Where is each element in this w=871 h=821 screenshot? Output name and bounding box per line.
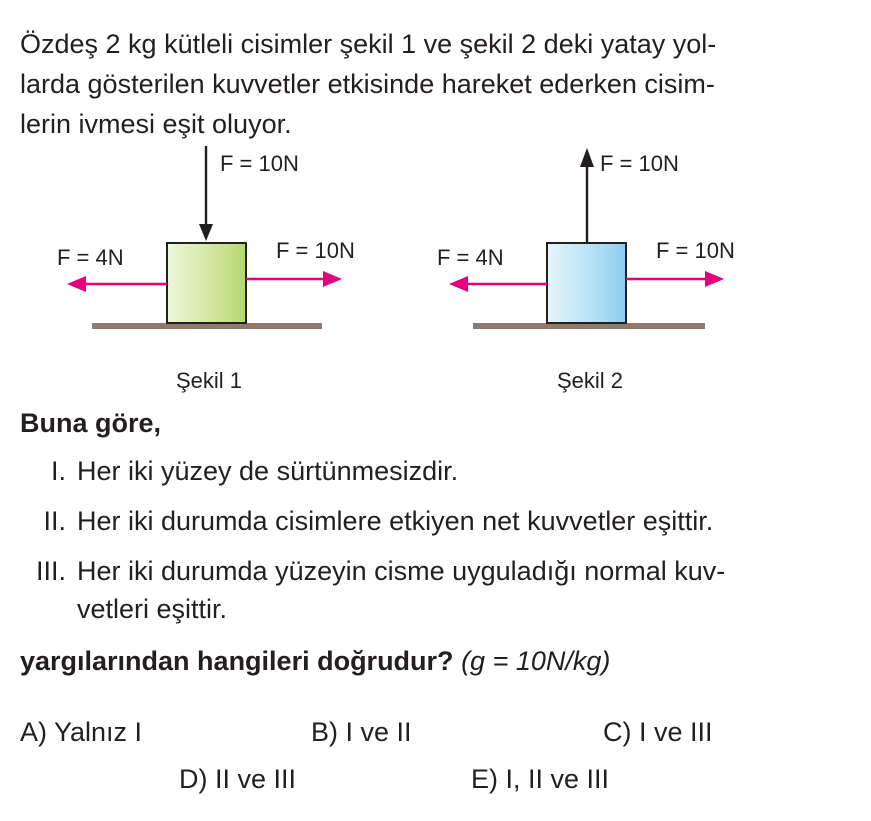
- statement-number: III.: [35, 556, 66, 586]
- option-c[interactable]: C) I ve III: [603, 717, 713, 747]
- caption-2: Şekil 2: [557, 368, 624, 393]
- down-arrow-icon: [199, 224, 213, 241]
- question-text: yargılarından hangileri doğrudur?: [20, 646, 454, 676]
- statement-text-continued: vetleri eşittir.: [77, 594, 228, 624]
- left-force-label-1: F = 4N: [57, 245, 124, 270]
- option-b[interactable]: B) I ve II: [311, 717, 412, 747]
- statement-list: [0, 452, 871, 640]
- statement-2: [0, 502, 871, 540]
- left-force-label-2: F = 4N: [437, 245, 504, 270]
- problem-intro: [20, 24, 860, 144]
- statement-3: [0, 552, 871, 628]
- vertical-force-label-2: F = 10N: [600, 151, 679, 176]
- statement-text: Her iki durumda cisimlere etkiyen net kuvvetler eşittir.: [77, 506, 714, 536]
- intro-line-2: larda gösterilen kuvvetler etkisinde hareket ederken cisim-: [20, 69, 715, 99]
- intro-line-3: lerin ivmesi eşit oluyor.: [20, 109, 292, 139]
- intro-line-1: Özdeş 2 kg kütleli cisimler şekil 1 ve şekil 2 deki yatay yol-: [20, 29, 717, 59]
- left-arrow-icon: [67, 276, 86, 292]
- caption-1: Şekil 1: [176, 368, 243, 393]
- question-line: [20, 646, 610, 677]
- up-arrow-icon: [580, 148, 594, 167]
- figure-2: [437, 148, 735, 393]
- option-e[interactable]: E) I, II ve III: [471, 764, 610, 794]
- right-arrow-icon: [705, 271, 724, 287]
- right-arrow-icon: [323, 271, 342, 287]
- figure-1: [57, 146, 355, 393]
- statement-1: [0, 452, 871, 490]
- block-1: [167, 243, 246, 323]
- force-diagrams: [0, 140, 871, 400]
- statement-number: I.: [50, 456, 66, 486]
- right-force-label-1: F = 10N: [276, 238, 355, 263]
- vertical-force-label-1: F = 10N: [220, 151, 299, 176]
- prompt-heading: Buna göre,: [20, 408, 162, 438]
- statement-text: Her iki durumda yüzeyin cisme uyguladığı normal kuv-: [77, 556, 726, 586]
- gravity-note: (g = 10N/kg): [461, 646, 611, 676]
- statement-text: Her iki yüzey de sürtünmesizdir.: [77, 456, 459, 486]
- option-d[interactable]: D) II ve III: [179, 764, 297, 794]
- right-force-label-2: F = 10N: [656, 238, 735, 263]
- block-2: [547, 243, 626, 323]
- statement-number: II.: [43, 506, 66, 536]
- option-a[interactable]: A) Yalnız I: [20, 717, 143, 747]
- left-arrow-icon: [449, 276, 468, 292]
